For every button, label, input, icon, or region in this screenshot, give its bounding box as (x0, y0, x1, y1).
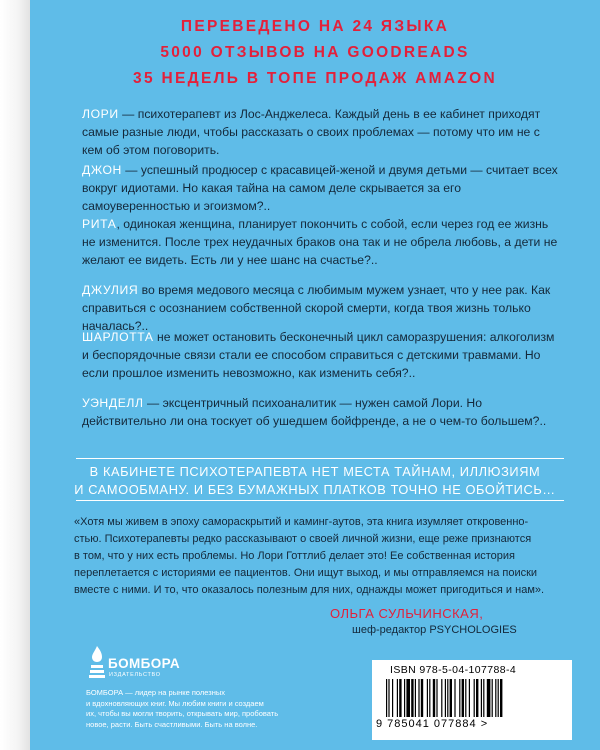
quote-line: переплетается с историями ее пациентов. Они ищут выход, и мы отправляемся на поиски (74, 567, 538, 579)
barcode-bar (392, 679, 393, 717)
barcode-bar (459, 679, 460, 717)
review-quote (74, 514, 574, 599)
divider-bottom (76, 500, 564, 501)
character-description: , одинокая женщина, планирует покончить с собой, если через год ее жизнь не изменится. После трех неудачных браков она так и не обрела любовь, а дети не желают ее видеть. Есть ли у нее шанс на счастье?.. (82, 217, 558, 267)
barcode-bar (487, 679, 491, 717)
character-paragraph (82, 281, 562, 335)
barcode-bars (386, 679, 556, 719)
barcode-bar (411, 679, 413, 717)
quote-author: ОЛЬГА СУЛЬЧИНСКАЯ, (330, 606, 484, 621)
blurb-line: их, чтобы вы могли творить, открывать мир, пробовать (86, 709, 279, 718)
character-description: не может остановить бесконечный цикл саморазрушения: алкоголизм и беспорядочные связи стали ее способом справиться с детскими травмами. Но если прошлое изменить невозможно, как изменить себя?.. (82, 330, 555, 380)
barcode-bar (495, 679, 496, 717)
tagline (30, 463, 600, 499)
character-description: — эксцентричный психоаналитик — нужен самой Лори. Но действительно ли она тоскует об ушедшем бойфренде, а не о чем-то большем?.. (82, 396, 547, 428)
character-name: ДЖУЛИЯ (82, 283, 139, 297)
character-description: — психотерапевт из Лос-Анджелеса. Каждый день в ее кабинет приходят самые разные люди, чтобы рассказать о своих проблемах — потому что им не с кем об этом поговорить. (82, 107, 541, 157)
character-name: ЛОРИ (82, 107, 119, 121)
isbn-digits: 9 785041 077884 > (376, 718, 489, 730)
character-paragraph (82, 161, 562, 215)
barcode-bar (441, 679, 442, 717)
headline-translations: ПЕРЕВЕДЕНО НА 24 ЯЗЫКА (180, 18, 450, 35)
blurb-line: новое, расти. Быть счастливыми. Быть на волне. (86, 719, 258, 729)
quote-line: «Хотя мы живем в эпоху самораскрытий и каминг-аутов, эта книга изумляет откровенно- (74, 516, 529, 528)
bombora-logo-icon (87, 645, 107, 681)
barcode-bar (498, 679, 499, 717)
character-description: — успешный продюсер с красавицей-женой и двумя детьми — считает всех вокруг идиотами. Но какая тайна на самом деле скрывается за его самоуверенностью и эгоизмом?.. (82, 163, 558, 213)
tagline-line: В КАБИНЕТЕ ПСИХОТЕРАПЕВТА НЕТ МЕСТА ТАЙНАМ, ИЛЛЮЗИЯМ (89, 464, 541, 479)
publisher-subtitle: ИЗДАТЕЛЬСТВО (109, 672, 161, 678)
character-paragraph (82, 394, 562, 430)
quote-line: вместе с ними. И то, что оказалось полезным для них, однажды может пригодиться и нам». (74, 584, 545, 596)
barcode-bar (397, 679, 398, 717)
barcode-bar (500, 679, 502, 717)
character-name: УЭНДЕЛЛ (82, 396, 144, 410)
barcode-bar (436, 679, 437, 717)
quote-line: в том, что у них есть проблемы. Но Лори Готтлиб делает это! Ее собственная история (74, 550, 515, 562)
barcode-bar (399, 679, 401, 717)
barcode-bar (462, 679, 464, 717)
barcode-bar (427, 679, 428, 717)
barcode-bar (483, 679, 484, 717)
barcode-bar (406, 679, 410, 717)
barcode-bar (429, 679, 430, 717)
tagline-line: И САМООБМАНУ. И БЕЗ БУМАЖНЫХ ПЛАТКОВ ТОЧНО НЕ ОБОЙТИСЬ… (74, 482, 556, 497)
barcode-bar (433, 679, 435, 717)
character-name: ДЖОН (82, 163, 122, 177)
publisher-name: БОМБОРА (108, 656, 181, 671)
barcode-bar (421, 679, 423, 717)
barcode-bar (454, 679, 455, 717)
barcode-bar (469, 679, 470, 717)
barcode-bar (476, 679, 478, 717)
barcode-bar (445, 679, 446, 717)
blurb-line: БОМБОРА — лидер на рынке полезных (86, 688, 226, 697)
isbn-barcode (372, 660, 572, 740)
blurb-line: и вдохновляющих книг. Мы любим книги и создаем (86, 698, 264, 708)
barcode-bar (388, 679, 389, 717)
barcode-bar (465, 679, 466, 717)
character-paragraph (82, 215, 562, 269)
divider-top (76, 458, 564, 459)
barcode-bar (481, 679, 482, 717)
character-name: ШАРЛОТТА (82, 330, 154, 344)
quote-line: стью. Психотерапевты редко рассказывают о своей личной жизни, еще реже признаются (74, 533, 532, 545)
barcode-bar (450, 679, 452, 717)
page-edge-shadow (0, 0, 30, 750)
character-description: во время медового месяца с любимым мужем узнает, что у нее рак. Как справиться с осознанием собственной скорой смерти, когда твоя жизнь только началась?.. (82, 283, 551, 333)
headline-bestseller: 35 НЕДЕЛЬ В ТОПЕ ПРОДАЖ AMAZON (133, 70, 497, 87)
character-paragraph (82, 328, 562, 382)
barcode-bar (492, 679, 493, 717)
headline-reviews: 5000 ОТЗЫВОВ НА GOODREADS (160, 44, 470, 61)
publisher-blurb (86, 688, 301, 730)
barcode-bar (447, 679, 448, 717)
barcode-bar (418, 679, 419, 717)
barcode-bar (386, 679, 387, 717)
quote-author-role: шеф-редактор PSYCHOLOGIES (352, 624, 517, 636)
character-paragraph (82, 105, 562, 159)
book-back-cover (30, 0, 600, 750)
isbn-label: ISBN 978-5-04-107788-4 (390, 664, 517, 676)
character-name: РИТА (82, 217, 117, 231)
barcode-bar (415, 679, 416, 717)
barcode-bar (404, 679, 405, 717)
barcode-bar (474, 679, 475, 717)
